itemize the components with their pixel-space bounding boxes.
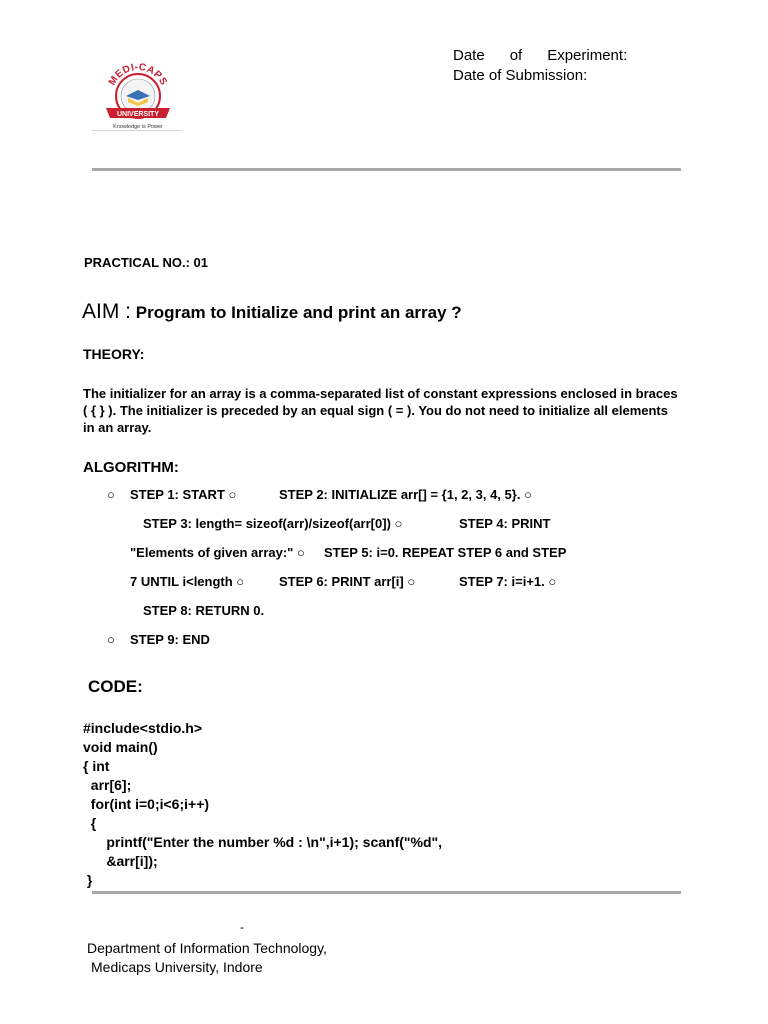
algorithm-step: 7 UNTIL i<length ○ xyxy=(130,574,245,589)
algorithm-step: STEP 2: INITIALIZE arr[] = {1, 2, 3, 4, 5}. ○ xyxy=(279,487,532,502)
logo-arc-text: MEDI-CAPS xyxy=(106,61,170,88)
date-of-submission-label: Date of Submission: xyxy=(453,67,588,84)
logo-banner-text: UNIVERSITY xyxy=(116,111,160,118)
university-logo xyxy=(92,52,184,134)
date-of-experiment-label: Date of Experiment: xyxy=(453,47,628,64)
bullet-icon: ○ xyxy=(107,487,115,502)
algorithm-step: STEP 1: START ○ xyxy=(130,487,237,502)
algorithm-step: STEP 4: PRINT xyxy=(459,516,551,531)
algorithm-step: STEP 6: PRINT arr[i] ○ xyxy=(279,574,416,589)
algorithm-step: STEP 7: i=i+1. ○ xyxy=(459,574,557,589)
code-block: #include<stdio.h> void main() { int arr[6]; for(int i=0;i<6;i++) { printf("Enter the number %d : \n",i+1); scanf("%d", &arr[i]); } xyxy=(83,720,443,888)
algorithm-step: STEP 3: length= sizeof(arr)/sizeof(arr[0]) ○ xyxy=(143,516,403,531)
algorithm-step: "Elements of given array:" ○ xyxy=(130,545,305,560)
algorithm-heading: ALGORITHM: xyxy=(83,459,179,476)
algorithm-step: STEP 9: END xyxy=(130,632,210,647)
algorithm-step: STEP 8: RETURN 0. xyxy=(143,603,265,618)
theory-text: The initializer for an array is a comma-separated list of constant expressions enclosed in braces ( { } ). The initializer is preceded by an equal sign ( = ). You do not need to initialize all elements in an array. xyxy=(83,386,678,435)
header-divider xyxy=(92,168,681,171)
logo-tagline: Knowledge is Power xyxy=(113,124,163,130)
aim-line xyxy=(82,300,462,324)
aim-text: Program to Initialize and print an array ? xyxy=(135,303,462,322)
code-heading: CODE: xyxy=(88,677,143,696)
footer-divider xyxy=(92,891,681,894)
footer-dash: - xyxy=(240,920,244,934)
bullet-icon: ○ xyxy=(107,632,115,647)
footer-department: Department of Information Technology, xyxy=(87,940,327,956)
theory-heading: THEORY: xyxy=(83,346,145,362)
algorithm-step: STEP 5: i=0. REPEAT STEP 6 and STEP xyxy=(324,545,567,560)
footer-university: Medicaps University, Indore xyxy=(91,959,263,975)
aim-label: AIM : xyxy=(82,300,132,323)
logo-divider xyxy=(92,130,182,131)
practical-number: PRACTICAL NO.: 01 xyxy=(84,255,208,270)
